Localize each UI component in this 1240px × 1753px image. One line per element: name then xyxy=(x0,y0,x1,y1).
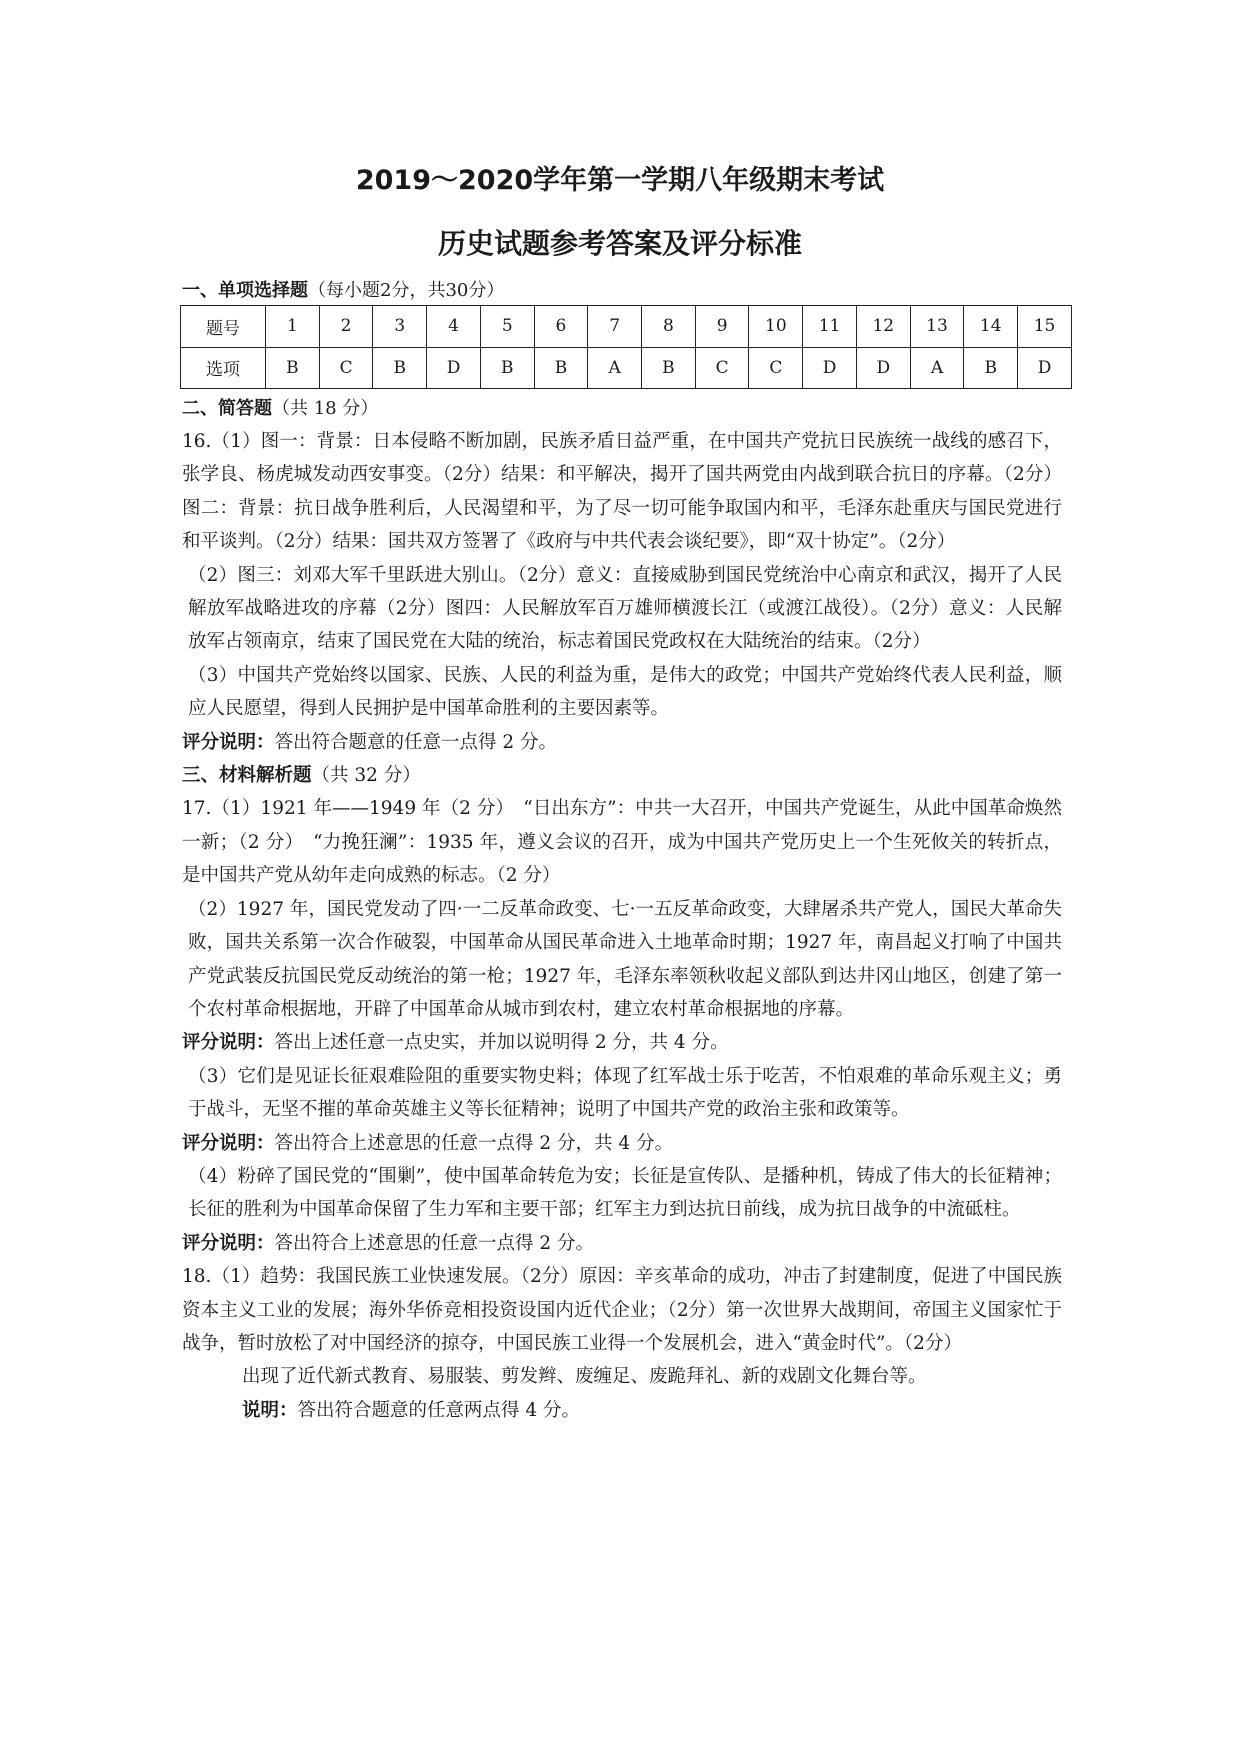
answer-option: C xyxy=(319,347,373,389)
q16-part2: （2）图三：刘邓大军千里跃进大别山。（2分）意义：直接威胁到国民党统治中心南京和武汉，揭开了人民解放军战略进攻的序幕（2分）图四：人民解放军百万雄师横渡长江（或渡江战役）。（2分）意义：人民解放军占领南京，结束了国民党在大陆的统治，标志着国民党政权在大陆统治的结束。（2分） xyxy=(188,564,1062,653)
answer-option: D xyxy=(856,347,910,389)
answer-option: D xyxy=(1018,347,1072,389)
answer-option: C xyxy=(695,347,749,389)
question-number: 7 xyxy=(588,306,642,348)
answer-option: A xyxy=(588,347,642,389)
scoring-text: 答出符合上述意思的任意一点得 2 分，共 4 分。 xyxy=(274,1132,674,1154)
section-2-heading xyxy=(182,394,378,420)
question-number: 11 xyxy=(803,306,857,348)
table-row-numbers xyxy=(181,306,1072,348)
question-number: 10 xyxy=(749,306,803,348)
question-number: 13 xyxy=(910,306,964,348)
exam-subtitle: 历史试题参考答案及评分标准 xyxy=(437,227,802,260)
answer-option: D xyxy=(803,347,857,389)
scoring-label: 评分说明： xyxy=(182,1132,275,1154)
answer-option: B xyxy=(964,347,1018,389)
q17-scoring-note-4 xyxy=(182,1227,1062,1260)
section-3-heading xyxy=(182,759,1062,792)
section-1-title: 一、单项选择题 xyxy=(182,280,308,301)
answer-option: B xyxy=(266,347,320,389)
q17-part2: （2）1927 年，国民党发动了四·一二反革命政变、七·一五反革命政变，大肆屠杀共产党人，国民大革命失败，国共关系第一次合作破裂，中国革命从国民革命进入土地革命时期；1927 年，南昌起义打响了中国共产党武装反抗国民党反动统治的第一枪；1927 年，毛泽东率领秋收起义部队到达井冈山地区，创建了第一个农村革命根据地，开辟了中国革命从城市到农村，建立农村革命根据地的序幕。 xyxy=(188,898,1062,1020)
scoring-text: 答出符合题意的任意两点得 4 分。 xyxy=(297,1399,581,1421)
question-number: 1 xyxy=(266,306,320,348)
q18-part1: 18.（1）趋势：我国民族工业快速发展。（2分）原因：辛亥革命的成功，冲击了封建制度，促进了中国民族资本主义工业的发展；海外华侨竞相投资设国内近代企业；（2分）第一次世界大战期间，帝国主义国家忙于战争，暂时放松了对中国经济的掠夺，中国民族工业得一个发展机会，进入“黄金时代”。（2分） xyxy=(182,1266,1062,1354)
scoring-text: 答出符合题意的任意一点得 2 分。 xyxy=(274,731,558,753)
row-label-option: 选项 xyxy=(181,347,266,389)
q16-part3: （3）中国共产党始终以国家、民族、人民的利益为重，是伟大的政党；中国共产党始终代表人民利益，顺应人民愿望，得到人民拥护是中国革命胜利的主要因素等。 xyxy=(188,664,1062,720)
question-number: 4 xyxy=(427,306,481,348)
scoring-label: 评分说明： xyxy=(182,1232,275,1254)
scoring-label: 评分说明： xyxy=(182,731,275,753)
section-2-title: 二、简答题 xyxy=(182,398,272,419)
section-3-note: （共 32 分） xyxy=(311,765,421,787)
scoring-label: 评分说明： xyxy=(182,1032,275,1054)
answer-option: B xyxy=(534,347,588,389)
question-number: 8 xyxy=(642,306,696,348)
question-number: 5 xyxy=(480,306,534,348)
scoring-text: 答出符合上述意思的任意一点得 2 分。 xyxy=(274,1232,595,1254)
exam-title: 2019～2020学年第一学期八年级期末考试 xyxy=(355,165,885,196)
table-row-options xyxy=(181,347,1072,389)
scoring-text: 答出上述任意一点史实，并加以说明得 2 分，共 4 分。 xyxy=(274,1032,729,1054)
q18-scoring-note xyxy=(182,1394,1062,1427)
q17-part4: （4）粉碎了国民党的“围剿”，使中国革命转危为安；长征是宣传队、是播种机，铸成了伟大的长征精神；长征的胜利为中国革命保留了生力军和主要干部；红军主力到达抗日前线，成为抗日战争的中流砥柱。 xyxy=(188,1165,1062,1221)
answer-option: B xyxy=(373,347,427,389)
q18-part2: 出现了近代新式教育、易服装、剪发辫、废缠足、废跪拜礼、新的戏剧文化舞台等。 xyxy=(242,1366,927,1388)
answer-option: B xyxy=(642,347,696,389)
question-number: 2 xyxy=(319,306,373,348)
question-number: 12 xyxy=(856,306,910,348)
q17-part3: （3）它们是见证长征艰难险阻的重要实物史料；体现了红军战士乐于吃苦，不怕艰难的革命乐观主义；勇于战斗，无坚不摧的革命英雄主义等长征精神；说明了中国共产党的政治主张和政策等。 xyxy=(188,1065,1062,1121)
answer-option: B xyxy=(480,347,534,389)
section-2-note: （共 18 分） xyxy=(272,398,379,419)
q16-part1: 16.（1）图一：背景：日本侵略不断加剧，民族矛盾日益严重，在中国共产党抗日民族统一战线的感召下，张学良、杨虎城发动西安事变。（2分）结果：和平解决，揭开了国共两党由内战到联合抗日的序幕。（2分）图二：背景：抗日战争胜利后，人民渴望和平，为了尽一切可能争取国内和平，毛泽东赴重庆与国民党进行和平谈判。（2分）结果：国共双方签署了《政府与中共代表会谈纪要》，即“双十协定”。（2分） xyxy=(182,431,1062,553)
q17-part1: 17.（1）1921 年——1949 年（2 分） “日出东方”：中共一大召开，中国共产党诞生，从此中国革命焕然一新；（2 分） “力挽狂澜”：1935 年，遵义会议的召开，成为中国共产党历史上一个生死攸关的转折点，是中国共产党从幼年走向成熟的标志。（2 分） xyxy=(182,798,1062,887)
question-number: 15 xyxy=(1018,306,1072,348)
scoring-label: 说明： xyxy=(242,1399,298,1421)
answer-option: D xyxy=(427,347,481,389)
q17-scoring-note-2 xyxy=(182,1026,1062,1059)
row-label-number: 题号 xyxy=(181,306,266,348)
section-1-heading xyxy=(182,276,504,302)
section-1-note: （每小题2分，共30分） xyxy=(308,280,505,301)
question-number: 14 xyxy=(964,306,1018,348)
answer-option: C xyxy=(749,347,803,389)
question-number: 9 xyxy=(695,306,749,348)
question-number: 6 xyxy=(534,306,588,348)
q16-scoring-note xyxy=(182,726,1062,759)
answer-content xyxy=(182,425,1062,1427)
answer-table xyxy=(180,305,1072,389)
section-3-title: 三、材料解析题 xyxy=(182,765,312,787)
answer-option: A xyxy=(910,347,964,389)
q17-scoring-note-3 xyxy=(182,1127,1062,1160)
question-number: 3 xyxy=(373,306,427,348)
